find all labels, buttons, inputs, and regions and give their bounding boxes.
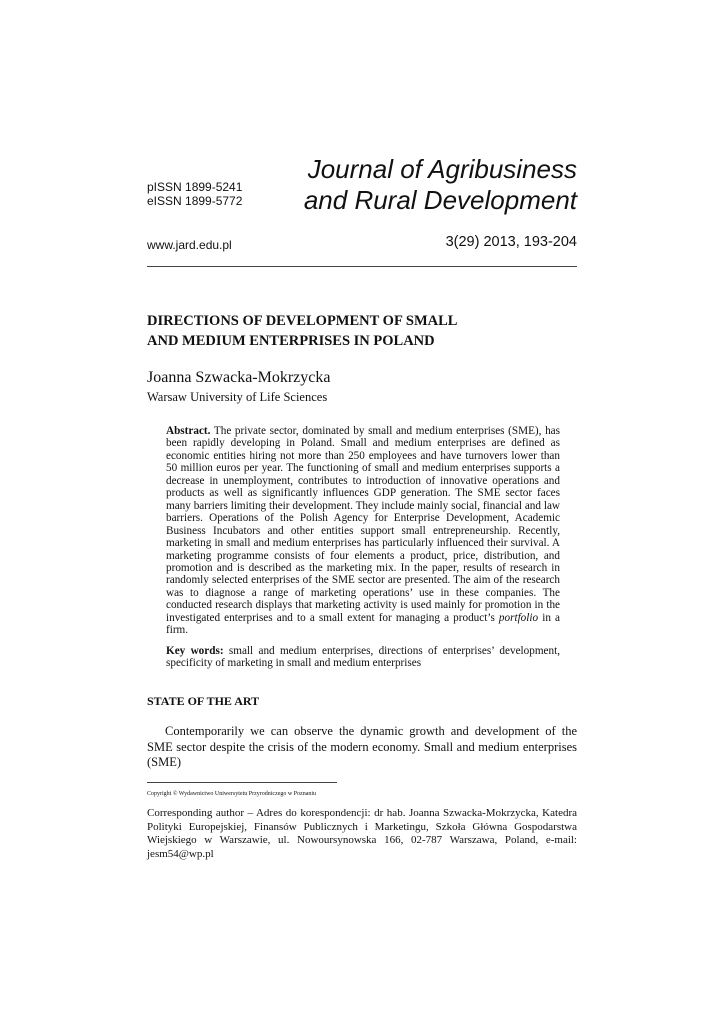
section-heading: STATE OF THE ART: [147, 694, 260, 708]
header-divider: [147, 266, 577, 267]
keywords-text: small and medium enterprises, directions of enterprises’ development, specificity of marketing in small and medium enterprises: [166, 644, 560, 670]
eissn: eISSN 1899-5772: [147, 194, 243, 208]
copyright-note: Copyright © Wydawnictwo Uniwersytetu Przyrodniczego w Poznaniu: [147, 791, 317, 797]
abstract-italic-term: portfolio: [498, 611, 539, 624]
pissn: pISSN 1899-5241: [147, 180, 243, 194]
abstract-paragraph: [166, 425, 560, 637]
journal-title: [304, 154, 577, 216]
keywords-paragraph: [166, 645, 560, 670]
article-title-line1: DIRECTIONS OF DEVELOPMENT OF SMALL: [147, 313, 458, 329]
article-title-line2: AND MEDIUM ENTERPRISES IN POLAND: [147, 333, 435, 349]
abstract-text: The private sector, dominated by small and medium enterprises (SME), has been rapidly developing in Poland. Small and medium enterprises are defined as economic entities hiring not more than 250 employees and have turnovers lower than 50 million euros per year. The functioning of small and medium enterprises supports a decrease in unemployment, contributes to introduction of innovative operations and products as well as significantly influences GDP generation. The SME sector faces many barriers limiting their development. They include mainly social, financial and law barriers. Operations of the Polish Agency for Enterprise Development, Academic Business Incubators and other entities support small entrepreneurship. Recently, marketing in small and medium enterprises has particularly influenced their survival. A marketing programme consists of four elements a product, price, distribution, and promotion and is described as the marketing mix. In the paper, results of research in randomly selected enterprises of the SME sector are presented. The aim of the research was to diagnose a range of marketing operations’ use in these companies. The conducted research displays that marketing activity is used mainly for promotion in the investigated enterprises and to a small extent for managing a product’s: [166, 425, 560, 624]
journal-website[interactable]: www.jard.edu.pl: [147, 238, 232, 252]
article-title: [147, 311, 577, 351]
journal-title-line2: and Rural Development: [303, 185, 577, 215]
footnote-divider: [147, 782, 337, 783]
abstract-block: [166, 425, 560, 670]
issn-block: [147, 180, 242, 208]
abstract-text-end: in a firm.: [166, 611, 560, 637]
keywords-label: Key words:: [166, 644, 224, 657]
journal-title-line1: Journal of Agribusiness: [307, 154, 577, 184]
issue-info: 3(29) 2013, 193-204: [445, 234, 577, 250]
author-name: Joanna Szwacka-Mokrzycka: [147, 369, 331, 386]
abstract-label: Abstract.: [166, 425, 211, 437]
author-affiliation: Warsaw University of Life Sciences: [147, 390, 328, 404]
corresponding-author: Corresponding author – Adres do korespondencji: dr hab. Joanna Szwacka-Mokrzycka, Katedra Polityki Europejskiej, Finansów Publicznych i Marketingu, Szkoła Główna Gospodarstwa Wiejskiego w Warszawie, ul. Nowoursynowska 166, 02-787 Warszawa, Poland, e-mail: jesm54@wp.pl: [147, 807, 577, 860]
body-paragraph: Contemporarily we can observe the dynamic growth and development of the SME sector despite the crisis of the modern economy. Small and medium enterprises (SME): [147, 724, 577, 769]
